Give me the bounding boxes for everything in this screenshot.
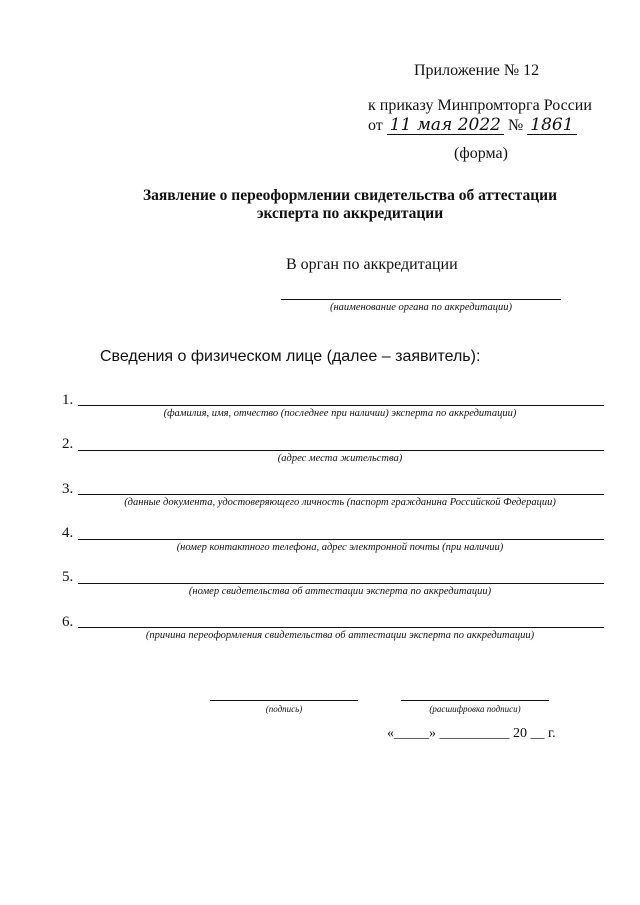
field-line-identity-document[interactable] (78, 494, 604, 495)
field-number: 5. (62, 569, 74, 585)
field-hint: (фамилия, имя, отчество (последнее при наличии) эксперта по аккредитации) (163, 408, 517, 419)
document-title (100, 187, 600, 223)
number-label: № (507, 117, 524, 134)
field-number: 3. (62, 481, 74, 497)
recipient-hint: (наименование органа по аккредитации) (329, 302, 513, 313)
title-line-2: эксперта по аккредитации (256, 205, 444, 222)
signature-hint: (подпись) (265, 704, 303, 714)
field-number: 4. (62, 525, 74, 541)
signature-decode-line[interactable] (401, 700, 549, 701)
recipient-input-line[interactable] (281, 299, 561, 300)
field-hint: (номер контактного телефона, адрес электронной почты (при наличии) (176, 542, 504, 553)
field-number: 6. (62, 614, 74, 630)
field-hint: (адрес места жительства) (277, 453, 403, 464)
date-line[interactable]: «_____» __________ 20 __ г. (387, 726, 556, 741)
field-line-reason[interactable] (78, 627, 604, 628)
field-hint: (номер свидетельства об аттестации эксперта по аккредитации) (188, 586, 492, 597)
form-label: (форма) (454, 145, 508, 162)
field-hint: (причина переоформления свидетельства об аттестации эксперта по аккредитации) (145, 630, 535, 641)
handwritten-number: 1861 (527, 116, 576, 135)
field-line-contacts[interactable] (78, 539, 604, 540)
recipient-label: В орган по аккредитации (286, 256, 458, 273)
field-number: 2. (62, 436, 74, 452)
applicant-section-heading: Сведения о физическом лице (далее – заявитель): (100, 348, 481, 365)
signature-decode-hint: (расшифровка подписи) (429, 704, 521, 714)
order-date-row (368, 116, 577, 135)
signature-line[interactable] (210, 700, 358, 701)
field-number: 1. (62, 392, 74, 408)
title-line-1: Заявление о переоформлении свидетельства об аттестации (142, 187, 558, 204)
handwritten-date: 11 мая 2022 (387, 116, 504, 135)
field-line-certificate-number[interactable] (78, 583, 604, 584)
order-reference: к приказу Минпромторга России (368, 97, 592, 114)
from-label: от (368, 117, 383, 134)
field-line-full-name[interactable] (78, 405, 604, 406)
field-line-address[interactable] (78, 450, 604, 451)
appendix-label: Приложение № 12 (414, 62, 540, 79)
field-hint: (данные документа, удостоверяющего личность (паспорт гражданина Российской Федерации) (124, 497, 556, 508)
